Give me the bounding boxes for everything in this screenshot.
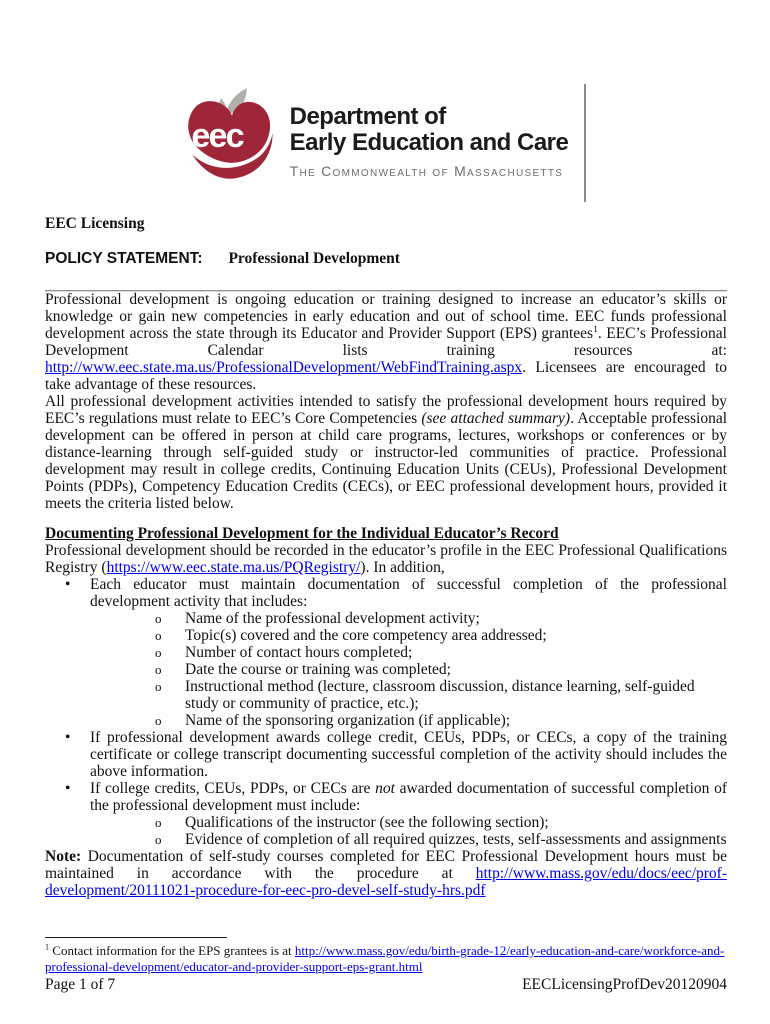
sub-bullet-text: Number of contact hours completed; bbox=[185, 644, 413, 661]
eps-grantees-link[interactable]: http://www.mass.gov/edu/birth-grade-12/early-education-and-care/workforce-and-professional-development/educator-and-provider-support-eps-grant.html bbox=[45, 943, 725, 974]
note-paragraph bbox=[45, 848, 727, 899]
sub-bullet-marker: o bbox=[155, 815, 162, 830]
sub-bullet-item bbox=[45, 712, 727, 729]
agency-logo bbox=[0, 84, 770, 202]
sub-bullet-marker: o bbox=[155, 832, 162, 847]
footer-document-id: EECLicensingProfDev20120904 bbox=[522, 976, 727, 993]
bullet-text: If professional development awards college credit, CEUs, PDPs, or CECs, a copy of the training certificate or college transcript documenting successful completion of the activity should includes the above information. bbox=[90, 729, 727, 780]
sub-bullet-marker: o bbox=[155, 679, 162, 694]
text-segment: If college credits, CEUs, PDPs, or CECs are bbox=[90, 780, 376, 797]
sub-bullet-marker: o bbox=[155, 628, 162, 643]
bullet-item-not-awarded bbox=[45, 780, 727, 814]
text-segment: All professional development activities intended to satisfy the professional development hours required by EEC’s regulations must relate to EEC’s Core Competencies bbox=[45, 393, 727, 427]
bullet-item-certificate bbox=[45, 729, 727, 780]
subject-heading: EEC Licensing bbox=[45, 215, 145, 232]
bullet-text bbox=[90, 780, 727, 814]
footer-line bbox=[45, 976, 727, 994]
sub-bullet-text: Evidence of completion of all required quizzes, tests, self-assessments and assignments bbox=[185, 831, 727, 848]
dept-name-line2: Early Education and Care bbox=[289, 129, 569, 156]
sub-bullet-text: Qualifications of the instructor (see the following section); bbox=[185, 814, 549, 831]
sub-bullet-item bbox=[45, 678, 727, 712]
footnote-ref: 1 bbox=[593, 323, 598, 335]
document-content bbox=[45, 215, 727, 899]
sub-bullet-text: Name of the professional development activity; bbox=[185, 610, 480, 627]
documenting-section-heading: Documenting Professional Development for the Individual Educator’s Record bbox=[45, 525, 559, 542]
footnote-text bbox=[45, 943, 727, 974]
text-segment: Contact information for the EPS grantees is at bbox=[49, 943, 295, 958]
bullet-marker: • bbox=[65, 729, 71, 746]
sub-bullet-text: Instructional method (lecture, classroom discussion, distance learning, self-guided study or community of practice, etc.); bbox=[185, 678, 695, 712]
footnote-ref: 1 bbox=[45, 942, 50, 952]
sub-bullet-item bbox=[45, 814, 727, 831]
activities-paragraph bbox=[45, 393, 727, 512]
self-study-procedure-link[interactable]: http://www.mass.gov/edu/docs/eec/prof-development/20111021-procedure-for-eec-pro-devel-self-study-hrs.pdf bbox=[45, 865, 727, 899]
text-segment: (see attached summary) bbox=[421, 410, 571, 427]
page-footer-area bbox=[45, 937, 727, 994]
sub-bullet-item bbox=[45, 610, 727, 627]
sub-bullet-text: Date the course or training was completed; bbox=[185, 661, 451, 678]
bullet-text: Each educator must maintain documentation of successful completion of the professional development activity that includes: bbox=[90, 576, 727, 610]
footer-page-number: Page 1 of 7 bbox=[45, 976, 116, 993]
sub-bullet-item bbox=[45, 661, 727, 678]
sub-bullet-marker: o bbox=[155, 662, 162, 677]
text-segment: not bbox=[375, 780, 395, 797]
sub-bullet-marker: o bbox=[155, 645, 162, 660]
bullet-marker: • bbox=[65, 780, 71, 797]
policy-statement-label: POLICY STATEMENT: bbox=[45, 250, 203, 267]
footnote-separator bbox=[45, 937, 227, 938]
training-calendar-link[interactable]: http://www.eec.state.ma.us/ProfessionalDevelopment/WebFindTraining.aspx bbox=[45, 359, 523, 376]
sub-bullet-item bbox=[45, 627, 727, 644]
sub-bullet-item bbox=[45, 644, 727, 661]
logo-text-block bbox=[290, 84, 569, 179]
text-segment: . Acceptable professional development can be offered in person at child care programs, lectures, workshops or conferences or by distance-learning through self-guided study or instructor-led communities of practice. Professional development may result in college credits, Continuing Education Units (CEUs), Professional Development Points (PDPs), Competency Education Credits (CECs), or EEC professional development hours, provided it meets the criteria listed below. bbox=[45, 410, 727, 512]
sub-bullet-marker: o bbox=[155, 611, 162, 626]
intro-paragraph bbox=[45, 291, 727, 393]
sub-bullet-text: Name of the sponsoring organization (if applicable); bbox=[185, 712, 511, 729]
commonwealth-tagline: The Commonwealth of Massachusetts bbox=[289, 163, 564, 179]
registry-paragraph bbox=[45, 542, 727, 576]
text-segment: ). In addition, bbox=[360, 559, 445, 576]
bullet-marker: • bbox=[65, 576, 71, 593]
sub-bullet-text: Topic(s) covered and the core competency area addressed; bbox=[185, 627, 547, 644]
text-segment: . EEC’s Professional Development Calendar lists training resources at: bbox=[45, 325, 727, 359]
text-segment: Professional development is ongoing education or training designed to increase an educator’s skills or knowledge or gain new competencies in early education and out of school time. EEC funds professional development across the state through its Educator and Provider Support (EPS) grantees bbox=[45, 291, 727, 342]
dept-name-line1: Department of bbox=[289, 103, 446, 130]
policy-statement-line bbox=[45, 250, 727, 267]
policy-statement-title: Professional Development bbox=[228, 250, 400, 267]
text-segment: Documentation of self-study courses completed for EEC Professional Development hours must be maintained in accordance with the procedure at bbox=[45, 848, 727, 882]
sub-bullet-marker: o bbox=[155, 713, 162, 728]
pq-registry-link[interactable]: https://www.eec.state.ma.us/PQRegistry/ bbox=[106, 559, 361, 576]
text-segment: . Licensees are encouraged to take advantage of these resources. bbox=[45, 359, 727, 393]
sub-bullet-item bbox=[45, 831, 727, 848]
text-segment: Note: bbox=[45, 848, 82, 865]
text-segment: Professional development should be recorded in the educator’s profile in the EEC Professional Qualifications Registry ( bbox=[45, 542, 727, 576]
eec-apple-logo-icon bbox=[184, 86, 280, 186]
logo-acronym: eec bbox=[190, 117, 243, 156]
bullet-item-documentation bbox=[45, 576, 727, 610]
logo-divider bbox=[584, 84, 586, 202]
text-segment: awarded documentation of successful completion of the professional development must include: bbox=[90, 780, 727, 814]
